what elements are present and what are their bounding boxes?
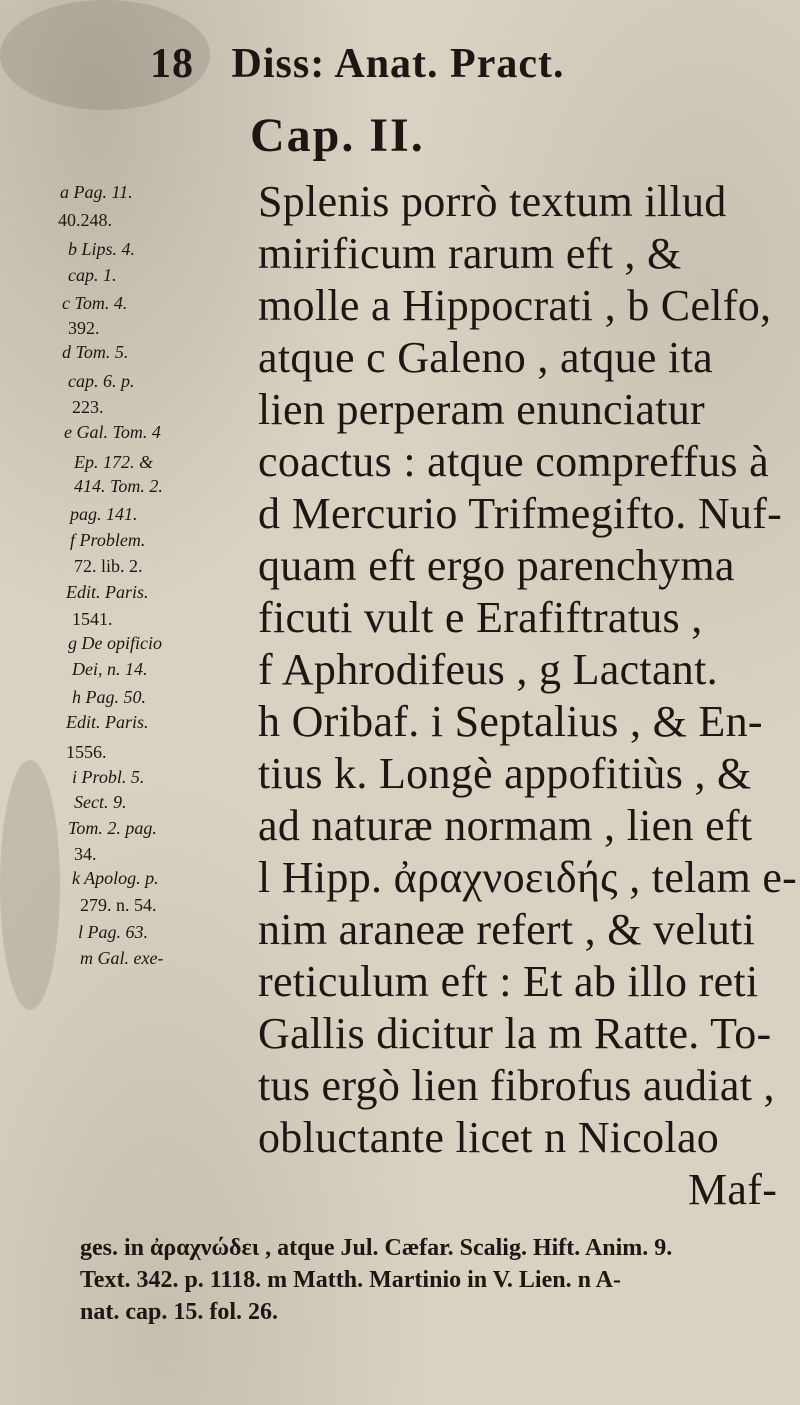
margin-note: h Pag. 50. — [72, 687, 146, 707]
text-line: Splenis porrò textum illud — [258, 177, 727, 226]
text-line: ad naturæ normam , lien eft — [258, 801, 753, 850]
margin-note: Dei, n. 14. — [72, 659, 148, 679]
footnote-line: ges. in ἀραχνώδει , atque Jul. Cæfar. Scalig. Hift. Anim. 9. — [80, 1235, 673, 1261]
margin-note: k Apolog. p. — [72, 868, 159, 888]
margin-note: cap. 1. — [68, 265, 117, 285]
text-line: lien perperam enunciatur — [258, 385, 705, 434]
margin-note: Sect. 9. — [74, 792, 127, 812]
text-line: tius k. Longè appofitiùs , & — [258, 749, 752, 798]
running-title: Diss: Anat. Pract. — [231, 41, 565, 87]
text-line: obluctante licet n Nicolao — [258, 1113, 720, 1162]
margin-note: l Pag. 63. — [78, 922, 148, 942]
text-line: h Oribaf. i Septalius , & En- — [258, 697, 763, 746]
text-line: d Mercurio Trifmegifto. Nuf- — [258, 489, 783, 538]
footnote-line: Text. 342. p. 1118. m Matth. Martinio in V. Lien. n A- — [80, 1267, 621, 1293]
text-line: quam eft ergo parenchyma — [258, 541, 735, 590]
text-line: molle a Hippocrati , b Celfo, — [258, 281, 772, 330]
margin-note: Tom. 2. pag. — [68, 818, 157, 838]
chapter-heading: Cap. II. — [250, 109, 425, 162]
margin-note: f Problem. — [70, 530, 146, 550]
text-line: atque c Galeno , atque ita — [258, 333, 713, 382]
margin-note: 223. — [72, 397, 104, 417]
margin-note: cap. 6. p. — [68, 371, 135, 391]
footnotes — [80, 1232, 780, 1328]
margin-note: Edit. Paris. — [66, 712, 149, 732]
margin-note: 392. — [68, 318, 100, 338]
text-line: mirificum rarum eft , & — [258, 229, 682, 278]
text-line: Gallis dicitur la m Ratte. To- — [258, 1009, 772, 1058]
margin-note: b Lips. 4. — [68, 239, 136, 259]
text-line: Maf- — [688, 1165, 778, 1214]
margin-note: 1541. — [72, 609, 113, 629]
text-line: l Hipp. ἀραχνοειδής , telam e- — [258, 853, 798, 902]
text-line: tus ergò lien fibrofus audiat , — [258, 1061, 775, 1110]
margin-note: m Gal. exe- — [80, 948, 164, 968]
text-line: nim araneæ refert , & veluti — [258, 905, 756, 954]
margin-note: 40.248. — [58, 210, 112, 230]
margin-note: 279. n. 54. — [80, 895, 157, 915]
margin-note: 34. — [74, 844, 97, 864]
margin-note: a Pag. 11. — [60, 182, 133, 202]
margin-note: 72. lib. 2. — [74, 556, 143, 576]
margin-note: e Gal. Tom. 4 — [64, 422, 161, 442]
margin-note: g De opificio — [68, 633, 162, 653]
text-line: coactus : atque compreffus à — [258, 437, 769, 486]
page-number: 18 — [150, 41, 194, 87]
margin-note: 1556. — [66, 742, 107, 762]
text-line: ficuti vult e Erafiftratus , — [258, 593, 703, 642]
footnote-line: nat. cap. 15. fol. 26. — [80, 1299, 278, 1325]
margin-note: c Tom. 4. — [62, 293, 128, 313]
margin-note: Ep. 172. & — [74, 452, 153, 472]
text-line: f Aphrodifeus , g Lactant. — [258, 645, 718, 694]
running-head — [150, 40, 564, 88]
margin-note: 414. Tom. 2. — [74, 476, 163, 496]
page-stain — [0, 760, 60, 1010]
margin-note: Edit. Paris. — [66, 582, 149, 602]
margin-note: i Probl. 5. — [72, 767, 145, 787]
text-line: reticulum eft : Et ab illo reti — [258, 957, 759, 1006]
margin-note: pag. 141. — [70, 504, 138, 524]
margin-note: d Tom. 5. — [62, 342, 129, 362]
